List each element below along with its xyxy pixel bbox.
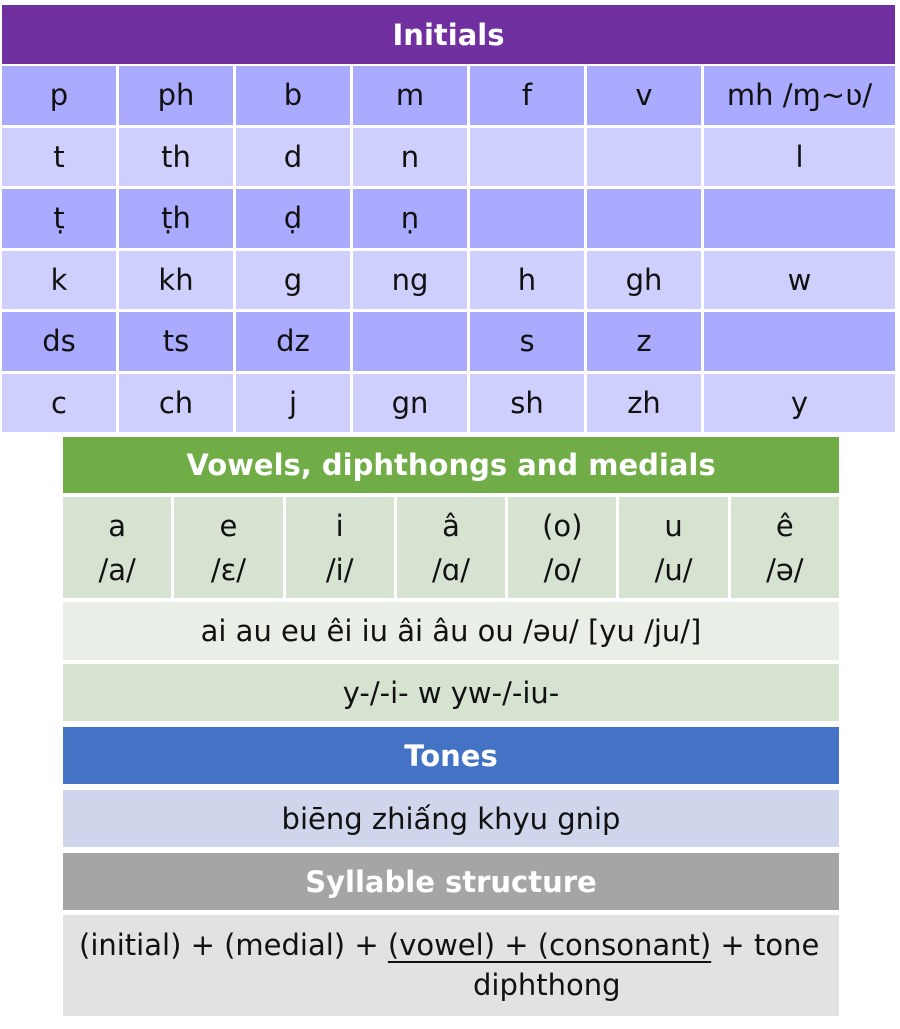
vowel-ipa: /u/	[654, 552, 693, 587]
initials-table	[2, 66, 895, 432]
initial-cell: ts	[119, 312, 233, 371]
vowel-cell	[397, 497, 505, 598]
initial-cell: l	[704, 128, 895, 187]
initial-cell: th	[119, 128, 233, 187]
initial-cell: d	[236, 128, 350, 187]
initial-cell: dz	[236, 312, 350, 371]
initial-cell: y	[704, 374, 895, 433]
initial-cell	[587, 189, 701, 248]
initial-cell: mh /ɱ~ʋ/	[704, 66, 895, 125]
vowel-letter: ê	[775, 508, 794, 543]
initial-cell: ṭ	[2, 189, 116, 248]
initial-cell: j	[236, 374, 350, 433]
syllable-formula	[79, 925, 819, 965]
initial-cell: b	[236, 66, 350, 125]
syllable-structure-row	[63, 915, 839, 1016]
vowel-letter: u	[664, 508, 683, 543]
initial-cell: zh	[587, 374, 701, 433]
initial-cell: t	[2, 128, 116, 187]
initial-cell: gn	[353, 374, 467, 433]
initial-cell: z	[587, 312, 701, 371]
initial-cell: s	[470, 312, 584, 371]
initial-cell: h	[470, 251, 584, 310]
initial-cell: k	[2, 251, 116, 310]
vowel-letter: a	[108, 508, 127, 543]
vowel-letter: e	[219, 508, 238, 543]
vowel-cell	[286, 497, 394, 598]
initials-header: Initials	[2, 5, 895, 64]
vowel-letter: i	[335, 508, 344, 543]
vowels-table	[63, 497, 839, 598]
initial-cell	[353, 312, 467, 371]
formula-vowel-consonant: (vowel) + (consonant)	[387, 928, 712, 962]
diphthongs-row: ai au eu êi iu âi âu ou /əu/ [yu /ju/]	[63, 602, 839, 660]
initial-cell: m	[353, 66, 467, 125]
formula-initial-medial: (initial) + (medial) +	[79, 928, 388, 962]
initial-cell: c	[2, 374, 116, 433]
vowel-ipa: /ə/	[766, 552, 804, 587]
vowel-cell	[63, 497, 171, 598]
initial-cell: v	[587, 66, 701, 125]
initial-cell: ph	[119, 66, 233, 125]
initial-cell: ṭh	[119, 189, 233, 248]
initial-cell: f	[470, 66, 584, 125]
formula-tone: + tone	[711, 928, 820, 962]
tones-header: Tones	[63, 727, 839, 784]
initial-cell: g	[236, 251, 350, 310]
vowel-cell	[619, 497, 727, 598]
initial-cell: ds	[2, 312, 116, 371]
initial-cell: kh	[119, 251, 233, 310]
vowel-letter: â	[442, 508, 460, 543]
initial-cell	[470, 189, 584, 248]
vowel-ipa: /ɛ/	[210, 552, 247, 587]
vowel-cell	[174, 497, 282, 598]
initial-cell: ṇ	[353, 189, 467, 248]
initial-cell	[704, 312, 895, 371]
initial-cell: sh	[470, 374, 584, 433]
vowels-header: Vowels, diphthongs and medials	[63, 437, 839, 493]
initial-cell: ch	[119, 374, 233, 433]
vowel-cell	[731, 497, 839, 598]
diphthong-label: diphthong	[473, 968, 621, 1002]
initial-cell: n	[353, 128, 467, 187]
initial-cell: ḍ	[236, 189, 350, 248]
vowel-letter: (o)	[542, 508, 583, 543]
vowel-ipa: /a/	[98, 552, 136, 587]
vowel-ipa: /i/	[325, 552, 354, 587]
vowel-cell	[508, 497, 616, 598]
tones-example-row: biēng zhiấng khyu gnip	[63, 790, 839, 847]
initial-cell	[587, 128, 701, 187]
initial-cell: w	[704, 251, 895, 310]
medials-row: y-/-i- w yw-/-iu-	[63, 664, 839, 721]
vowel-ipa: /o/	[543, 552, 581, 587]
initial-cell: ng	[353, 251, 467, 310]
syllable-structure-header: Syllable structure	[63, 853, 839, 910]
initial-cell: gh	[587, 251, 701, 310]
initial-cell	[704, 189, 895, 248]
initial-cell: p	[2, 66, 116, 125]
initial-cell	[470, 128, 584, 187]
vowel-ipa: /ɑ/	[432, 552, 470, 587]
